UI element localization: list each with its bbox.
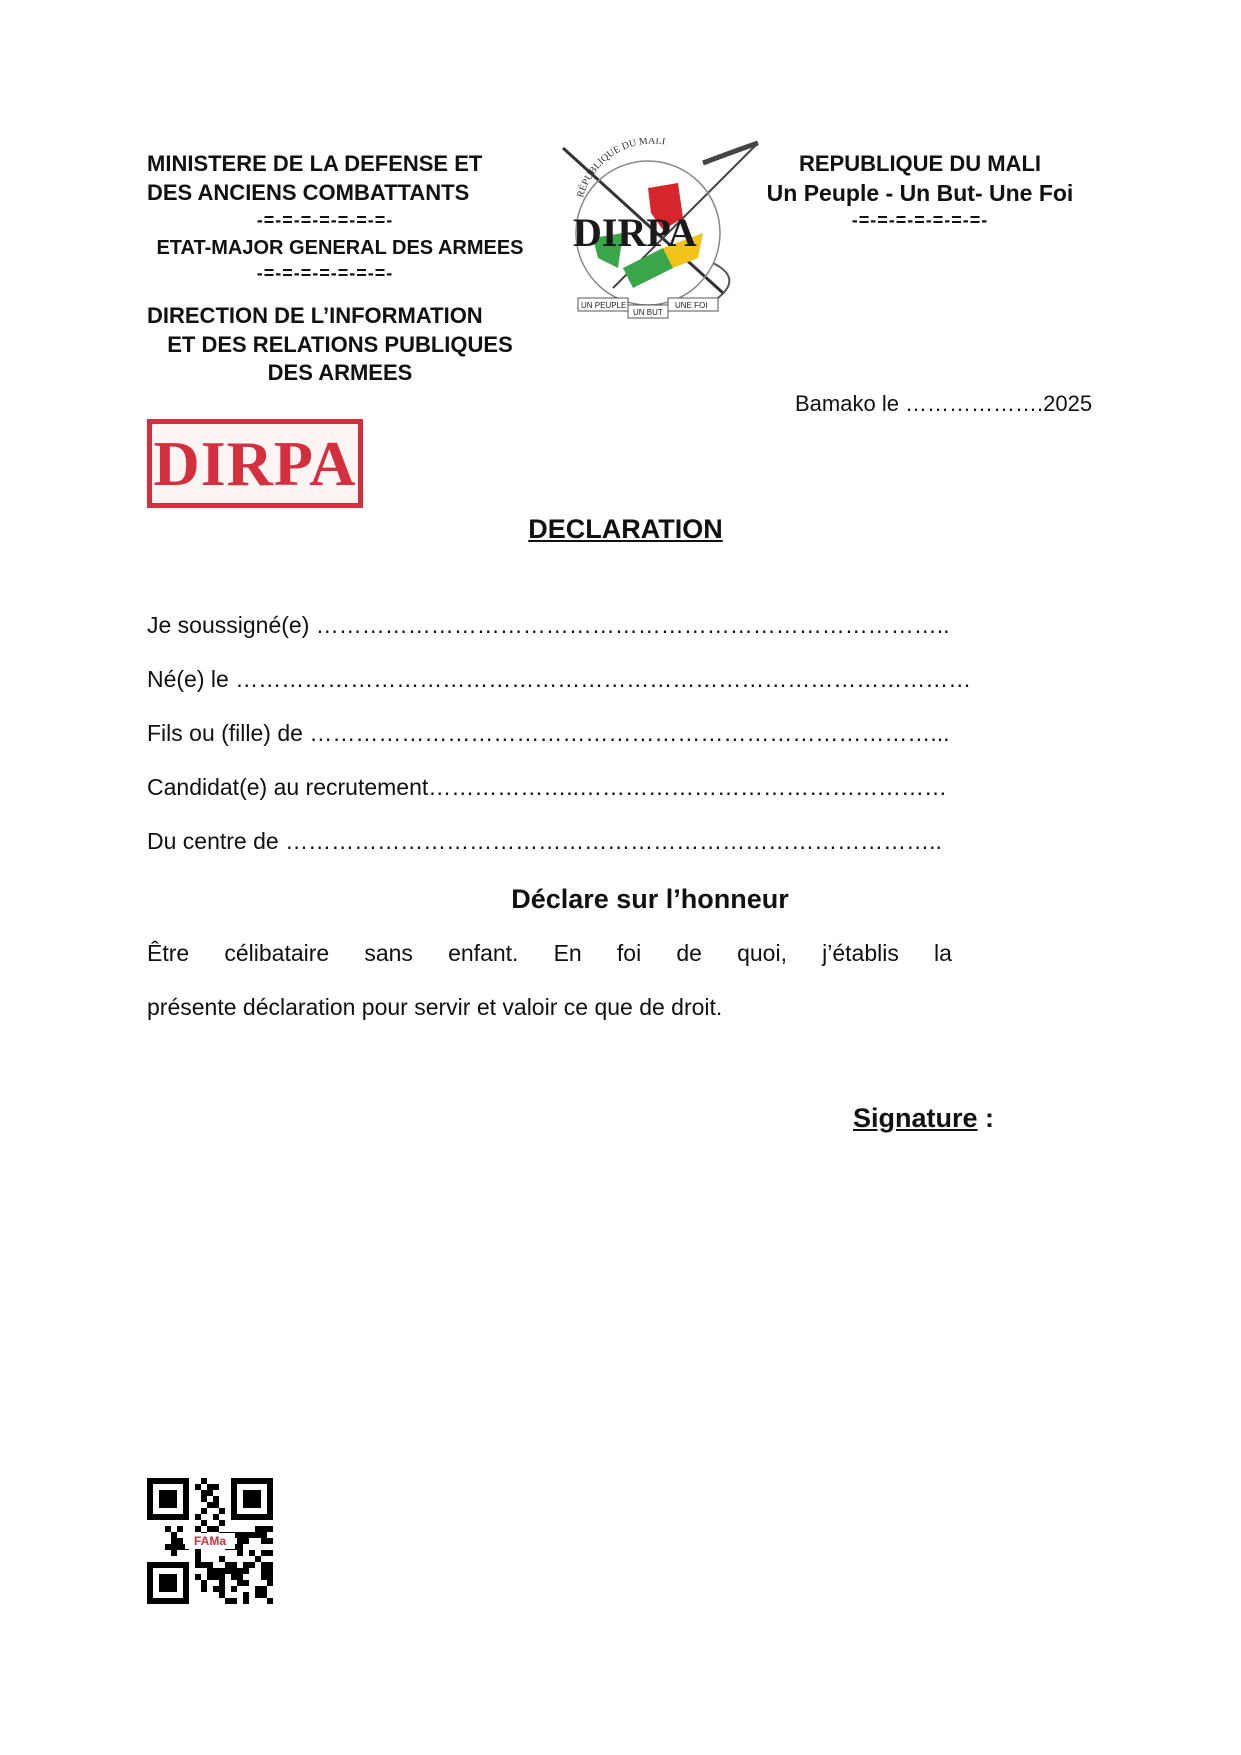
statement-line-1 xyxy=(147,940,952,967)
ministry-line-2: DES ANCIENS COMBATTANTS xyxy=(147,180,470,205)
statement-word: foi xyxy=(616,940,642,966)
field-birth-date[interactable]: Né(e) le …………………………………………………………………………………… xyxy=(147,666,972,692)
declaration-heading: Déclare sur l’honneur xyxy=(511,884,789,914)
statement-word: sans xyxy=(364,940,413,966)
statement-word: de xyxy=(676,940,702,966)
direction-line-1: DIRECTION DE L’INFORMATION xyxy=(147,303,483,328)
ribbon-left-text: UN PEUPLE xyxy=(581,301,627,310)
dirpa-emblem xyxy=(553,138,768,323)
ribbon-right-text: UNE FOI xyxy=(675,301,708,310)
statement-word: enfant. xyxy=(448,940,519,966)
statement-word: quoi, xyxy=(737,940,787,966)
right-separator: -=-=-=-=-=-=-=- xyxy=(851,210,989,230)
field-undersigned[interactable]: Je soussigné(e) ……………………………………………………………………….. xyxy=(147,612,950,638)
field-center[interactable]: Du centre de ………………………………………………………………………….. xyxy=(147,828,942,854)
direction-line-3: DES ARMEES xyxy=(267,360,413,385)
republic-title: REPUBLIQUE DU MALI xyxy=(799,151,1041,176)
general-staff: ETAT-MAJOR GENERAL DES ARMEES xyxy=(156,237,524,259)
emblem-arc-text: RÉPUBLIQUE DU MALI xyxy=(575,138,666,199)
left-separator-2: -=-=-=-=-=-=-=- xyxy=(256,263,394,283)
signature-label xyxy=(853,1103,994,1134)
ribbon-mid-text: UN BUT xyxy=(633,308,663,317)
statement-word: la xyxy=(934,940,952,966)
ministry-line-1: MINISTERE DE LA DEFENSE ET xyxy=(147,151,483,176)
signature-word: Signature xyxy=(853,1103,978,1133)
statement-word: En xyxy=(553,940,582,966)
statement-line-2: présente déclaration pour servir et valoir ce que de droit. xyxy=(147,994,723,1020)
left-separator-1: -=-=-=-=-=-=-=- xyxy=(256,210,394,230)
field-recruitment[interactable]: Candidat(e) au recrutement………………..………………………………………… xyxy=(147,774,948,800)
dirpa-stamp xyxy=(147,419,363,508)
direction-line-2: ET DES RELATIONS PUBLIQUES xyxy=(167,332,513,357)
qr-label: FAMa xyxy=(185,1533,235,1549)
date-line: Bamako le ……………….2025 xyxy=(795,391,1093,416)
qr-code xyxy=(147,1478,273,1604)
field-parent[interactable]: Fils ou (fille) de ………………………………………………………………………... xyxy=(147,720,950,746)
statement-word: j’établis xyxy=(822,940,899,966)
statement-word: célibataire xyxy=(224,940,330,966)
emblem-center-text: DIRPA xyxy=(573,210,697,255)
document-title: DECLARATION xyxy=(528,514,723,544)
statement-word: Être xyxy=(147,940,190,966)
stamp-text: DIRPA xyxy=(153,428,357,499)
signature-colon: : xyxy=(977,1103,995,1133)
national-motto: Un Peuple - Un But- Une Foi xyxy=(766,180,1074,206)
